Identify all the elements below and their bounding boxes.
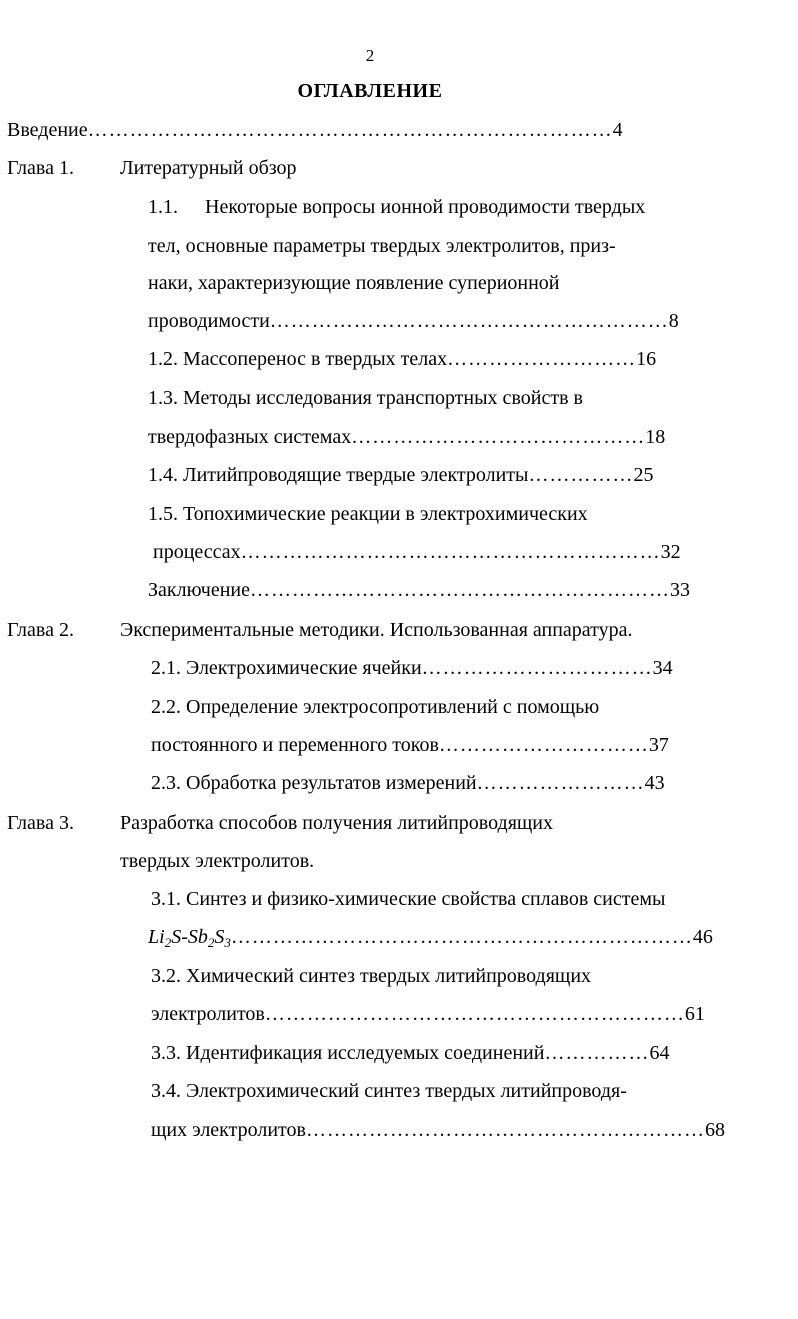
toc-page-number: 34 [652,657,673,679]
toc-entry-title: Введение [7,119,88,141]
toc-leader-dots: ………………………………………………… [305,1119,705,1141]
page-number: 2 [365,46,375,65]
toc-entry-title: Некоторые вопросы ионной проводимости твердых [205,196,646,218]
chapter-label-3: Глава 3. [7,812,74,834]
toc-entry-intro[interactable] [7,118,623,142]
toc-entry-title-cont: проводимости [148,310,270,332]
toc-page-number: 68 [704,1119,725,1141]
toc-entry-title-cont: наки, характеризующие появление суперионной [148,272,560,294]
toc-entry-title: Заключение [148,579,250,601]
toc-entry-title-cont: постоянного и переменного токов [151,734,439,756]
toc-leader-dots: …………………………………………………… [264,1003,685,1025]
toc-entry-title-cont: электролитов [151,1003,265,1025]
toc-page-number: 61 [684,1003,705,1025]
toc-entry-title: 2.1. Электрохимические ячейки [151,657,422,679]
toc-leader-dots: …………………… [476,772,645,794]
toc-leader-dots: …………… [544,1042,650,1064]
chapter-title-2: Экспериментальные методики. Использованная аппаратура. [120,619,633,641]
toc-entry-title: 3.1. Синтез и физико-химические свойства сплавов системы [151,888,666,910]
chapter-label-2: Глава 2. [7,619,74,641]
toc-entry-2-3[interactable] [151,771,665,795]
toc-leader-dots: …………… [528,464,634,486]
toc-entry-title: 3.2. Химический синтез твердых литийпроводящих [151,965,592,987]
toc-entry-title-cont: тел, основные параметры твердых электролитов, приз- [148,235,616,257]
toc-entry-title-cont: процессах [153,541,241,563]
toc-page-number: 33 [670,579,690,601]
toc-entry-title: 2.2. Определение электросопротивлений с помощью [151,696,600,718]
toc-page-number: 8 [668,310,679,332]
toc-leader-dots: ………………………………………………………………… [87,119,613,141]
toc-heading: ОГЛАВЛЕНИЕ [297,80,443,102]
toc-entry-title-cont: щих электролитов [151,1119,306,1141]
toc-entry-title: 3.3. Идентификация исследуемых соединений [151,1042,545,1064]
toc-entry-1-4[interactable] [148,463,654,487]
toc-entry-title: 1.3. Методы исследования транспортных свойств в [148,387,583,409]
toc-leader-dots: ………………………………………………… [269,310,669,332]
chapter-title-1: Литературный обзор [120,157,297,179]
chapter-title-3-cont: твердых электролитов. [120,850,315,872]
toc-page-number: 18 [645,426,666,448]
chemical-formula: $Li_2S-Sb_2S_3$ [148,926,231,950]
toc-entry-title: 1.2. Массоперенос в твердых телах [148,348,448,370]
toc-entry-2-1[interactable] [151,656,673,680]
toc-leader-dots: ………………………………………………………… [230,926,693,948]
toc-leader-dots: ……………………… [447,348,637,370]
toc-entry-conclusion[interactable] [148,578,690,602]
toc-entry-title-cont: твердофазных системах [148,426,352,448]
toc-page-number: 43 [644,772,665,794]
toc-entry-title: 3.4. Электрохимический синтез твердых литийпроводя- [151,1080,627,1102]
toc-entry-title: 2.3. Обработка результатов измерений [151,772,477,794]
toc-leader-dots: …………………………………………………… [250,579,670,601]
toc-leader-dots: …………………………………… [351,426,646,448]
toc-entry-title: 1.4. Литийпроводящие твердые электролиты [148,464,529,486]
toc-leader-dots: …………………………………………………… [240,541,661,563]
chapter-label-1: Глава 1. [7,157,74,179]
toc-leader-dots: …………………………… [421,657,653,679]
toc-page-number: 16 [636,348,657,370]
section-number: 1.1. [148,196,178,218]
toc-page-number: 32 [660,541,681,563]
toc-page-number: 25 [633,464,654,486]
toc-page-number: 37 [648,734,669,756]
toc-leader-dots: ………………………… [438,734,649,756]
toc-entry-1-2[interactable] [148,347,656,371]
toc-entry-3-3[interactable] [151,1041,669,1065]
toc-page-number: 4 [612,119,623,141]
toc-page-number: 64 [649,1042,670,1064]
chapter-title-3: Разработка способов получения литийпроводящих [120,812,553,834]
toc-entry-title: 1.5. Топохимические реакции в электрохимических [148,503,588,525]
toc-page-number: 46 [692,926,713,948]
